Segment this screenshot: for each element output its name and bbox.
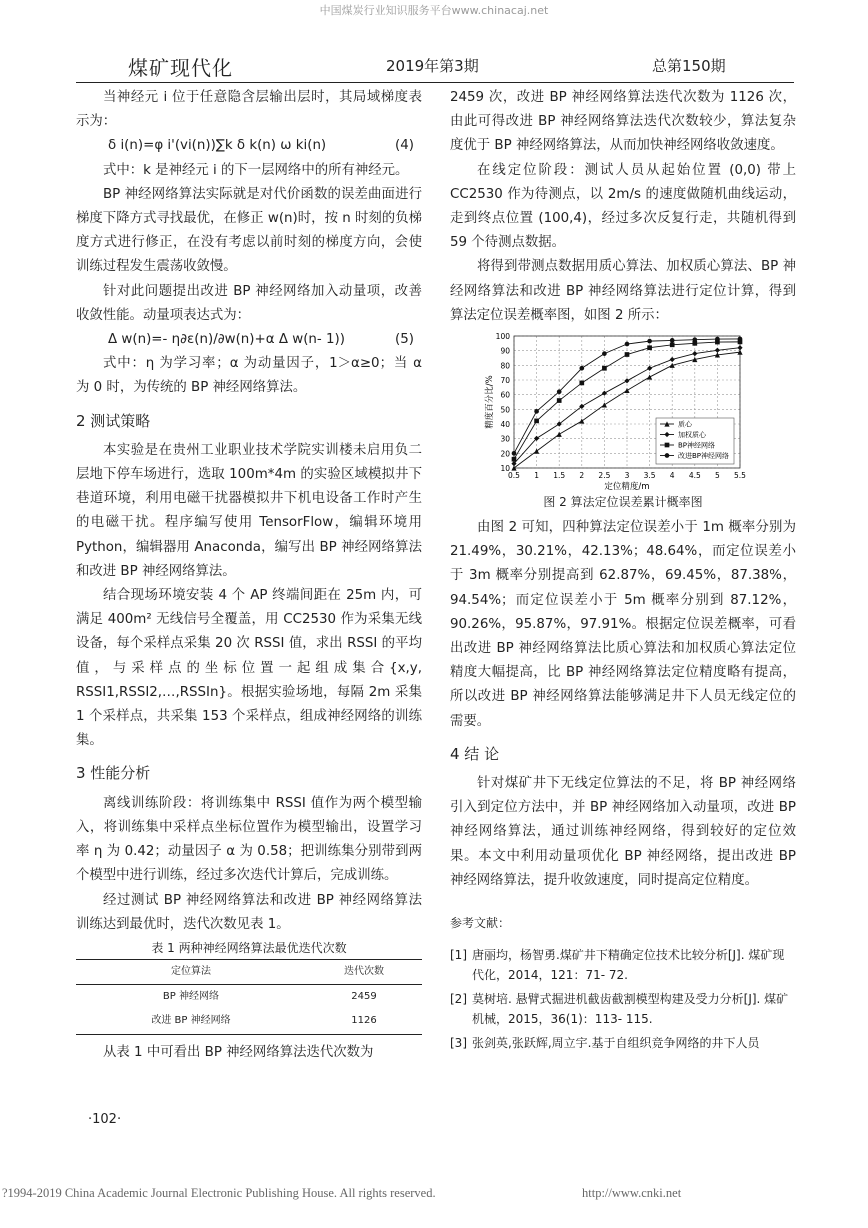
- reference-item: [450, 945, 796, 985]
- x-tick-label: 5: [715, 471, 720, 481]
- x-tick-label: 1.5: [553, 471, 566, 481]
- table-row: [76, 1009, 422, 1034]
- data-point-series-1: [602, 402, 607, 407]
- data-point-series-2: [602, 391, 607, 396]
- reference-text: 唐丽均，杨智勇.煤矿井下精确定位技术比较分析[J]. 煤矿现代化，2014，121：71- 72.: [472, 948, 785, 983]
- table-cell: 改进 BP 神经网络: [151, 1015, 231, 1027]
- y-axis-label: 精度百分比/%: [485, 375, 495, 429]
- page-number: ·102·: [88, 1112, 122, 1127]
- data-point-series-3: [670, 342, 675, 347]
- x-tick-label: 3.5: [643, 471, 656, 481]
- y-tick-label: 20: [500, 449, 510, 459]
- data-point-series-4: [647, 339, 652, 344]
- x-tick-label: 2: [579, 471, 585, 481]
- data-point-series-4: [512, 451, 517, 456]
- table-header-cell: 定位算法: [170, 965, 211, 977]
- x-tick-label: 5.5: [734, 471, 746, 481]
- figure-2-chart: [450, 332, 796, 490]
- data-point-series-2: [670, 357, 675, 362]
- paragraph: 式中：η 为学习率；α 为动量因子，1＞α≥0；当 α 为 0 时，为传统的 BP 神经网络算法。: [76, 356, 422, 396]
- data-point-series-3: [647, 345, 652, 350]
- data-point-series-1: [647, 374, 652, 379]
- data-point-series-4: [692, 337, 697, 342]
- data-point-series-3: [625, 352, 630, 357]
- left-column: [76, 86, 422, 1065]
- data-point-series-4: [670, 338, 675, 343]
- y-tick-label: 70: [500, 376, 510, 386]
- data-point-series-4: [715, 337, 720, 342]
- footer-copyright: ?1994-2019 China Academic Journal Electronic Publishing House. All rights reserved.: [2, 1186, 436, 1200]
- x-tick-label: 2.5: [598, 471, 611, 481]
- equation-4: [76, 134, 422, 158]
- legend-label: BP神经网络: [678, 441, 716, 450]
- journal-name: 煤矿现代化: [128, 56, 233, 80]
- reference-number: [3]: [450, 1036, 467, 1051]
- legend-marker: [665, 443, 670, 448]
- equation-body: Δ w(n)=- η∂ε(n)/∂w(n)+α Δ w(n- 1)): [108, 332, 345, 348]
- y-tick-label: 30: [500, 434, 510, 444]
- y-tick-label: 10: [500, 464, 510, 474]
- data-point-series-4: [602, 351, 607, 356]
- paragraph: 从表 1 中可看出 BP 神经网络算法迭代次数为: [103, 1044, 374, 1060]
- paragraph: 结合现场环境安装 4 个 AP 终端间距在 25m 内，可满足 400m² 无线信号全覆盖，用 CC2530 作为采集无线设备，每个采样点采集 20 次 RSSI 值，求出 RSSI 的平均值，与采样点的坐标位置一起组成集合{x,y, RSSI1,RSSI2,…,RSSIn}。根据实验场地，每隔 2m 采集 1 个采样点，共采集 153 个采样点，组成神经网络的训练集。: [76, 588, 422, 749]
- reference-number: [2]: [450, 992, 467, 1007]
- paragraph: 离线训练阶段：将训练集中 RSSI 值作为两个模型输入，将训练集中采样点坐标位置作为模型输出，设置学习率 η 为 0.42；动量因子 α 为 0.58；把训练集分别带到两个模型中进行训练，经过多次迭代计算后，完成训练。: [76, 795, 422, 884]
- data-point-series-3: [557, 398, 562, 403]
- paragraph: 当神经元 i 位于任意隐含层输出层时，其局域梯度表示为：: [76, 90, 422, 130]
- y-tick-label: 40: [500, 420, 510, 430]
- y-tick-label: 100: [495, 332, 510, 342]
- reference-item: [450, 1033, 796, 1053]
- y-tick-label: 80: [500, 361, 510, 371]
- chart-svg: [450, 332, 796, 490]
- iteration-table: [76, 959, 422, 1035]
- x-tick-label: 3: [624, 471, 630, 481]
- equation-number: (4): [395, 138, 414, 154]
- data-point-series-2: [737, 345, 742, 350]
- table-cell: BP 神经网络: [162, 991, 219, 1003]
- data-point-series-1: [557, 432, 562, 437]
- figure-caption: 图 2 算法定位误差累计概率图: [543, 495, 703, 510]
- paragraph: 将得到带测点数据用质心算法、加权质心算法、BP 神经网络算法和改进 BP 神经网络算法进行定位计算，得到算法定位误差概率图，如图 2 所示：: [450, 259, 796, 323]
- y-tick-label: 50: [500, 405, 510, 415]
- table-cell: 1126: [351, 1015, 377, 1027]
- paragraph: 针对煤矿井下无线定位算法的不足，将 BP 神经网络引入到定位方法中，并 BP 神经网络加入动量项，改进 BP 神经网络算法，通过训练神经网络，得到较好的定位效果。本文中利用动量项优化 BP 神经网络，提出改进 BP 神经网络算法，提升收敛速度，同时提高定位精度。: [450, 776, 796, 888]
- x-tick-label: 1: [534, 471, 539, 481]
- legend-marker: [665, 453, 670, 458]
- table-header-cell: 迭代次数: [343, 965, 384, 977]
- data-point-series-2: [715, 348, 720, 353]
- data-point-series-4: [625, 342, 630, 347]
- right-column: [450, 86, 796, 1057]
- table-cell: 2459: [351, 991, 377, 1003]
- data-point-series-3: [579, 381, 584, 386]
- paragraph: 2459 次，改进 BP 神经网络算法迭代次数为 1126 次，由此可得改进 BP 神经网络算法迭代次数较少，算法复杂度优于 BP 神经网络算法，从而加快神经网络收敛速度。: [450, 90, 796, 154]
- table-caption: 表 1 两种神经网络算法最优迭代次数: [151, 940, 347, 955]
- footer-url: http://www.cnki.net: [582, 1186, 682, 1200]
- legend-label: 质心: [678, 420, 692, 429]
- paragraph: 本实验是在贵州工业职业技术学院实训楼未启用负二层地下停车场进行，选取 100m*4m 的实验区域模拟井下巷道环境，利用电磁干扰器模拟井下机电设备工作时产生的电磁干扰。程序编写使用 TensorFlow，编辑环境用 Python，编辑器用 Anaconda，编写出 BP 神经网络算法和改进 BP 神经网络算法。: [76, 442, 422, 579]
- paragraph: 针对此问题提出改进 BP 神经网络加入动量项，改善收敛性能。动量项表达式为：: [76, 283, 422, 323]
- data-point-series-3: [512, 457, 517, 462]
- table-row: [76, 985, 422, 1010]
- data-point-series-4: [738, 337, 743, 342]
- reference-number: [1]: [450, 948, 467, 963]
- reference-text: 张剑英,张跃辉,周立宇.基于自组织竞争网络的井下人员: [472, 1036, 760, 1051]
- paragraph: BP 神经网络算法实际就是对代价函数的误差曲面进行梯度下降方式寻找最优，在修正 w(n)时，按 n 时刻的负梯度方式进行修正，在没有考虑以前时刻的梯度方向，会使训练过程发生震荡收敛慢。: [76, 186, 422, 275]
- y-tick-label: 60: [500, 390, 510, 400]
- data-point-series-3: [534, 419, 539, 424]
- x-axis-label: 定位精度/m: [604, 482, 650, 491]
- data-point-series-3: [602, 366, 607, 371]
- data-point-series-4: [579, 366, 584, 371]
- equation-number: (5): [395, 332, 414, 348]
- data-point-series-1: [624, 388, 629, 393]
- y-tick-label: 90: [500, 346, 510, 356]
- equation-body: δ i(n)=φ i'(vi(n))∑k δ k(n) ω ki(n): [108, 138, 327, 154]
- x-tick-label: 4.5: [688, 471, 701, 481]
- section-heading: 3 性能分析: [76, 764, 151, 783]
- total-issue-label: 总第150期: [652, 57, 726, 75]
- paragraph: 在线定位阶段：测试人员从起始位置 (0,0) 带上 CC2530 作为待测点，以 2m/s 的速度做随机曲线运动，走到终点位置 (100,4)，经过多次反复行走，共随机得到 59 个待测点数据。: [450, 162, 796, 251]
- header-rule: [76, 82, 794, 83]
- data-point-series-2: [647, 366, 652, 371]
- watermark: 中国煤炭行业知识服务平台www.chinacaj.net: [319, 4, 549, 17]
- references-title: 参考文献：: [450, 916, 511, 931]
- data-point-series-2: [692, 351, 697, 356]
- equation-5: [76, 328, 422, 352]
- legend-label: 改进BP神经网络: [678, 452, 730, 461]
- paragraph: 式中：k 是神经元 i 的下一层网络中的所有神经元。: [103, 162, 409, 178]
- x-tick-label: 4: [669, 471, 675, 481]
- legend-label: 加权质心: [678, 431, 706, 440]
- reference-text: 莫树培. 悬臂式掘进机截齿截割模型构建及受力分析[J]. 煤矿机械，2015，36(1)：113- 115.: [472, 992, 789, 1027]
- reference-item: [450, 989, 796, 1029]
- issue-label: 2019年第3期: [386, 57, 479, 75]
- x-tick-label: 0.5: [508, 471, 520, 481]
- paragraph: 经过测试 BP 神经网络算法和改进 BP 神经网络算法训练达到最优时，迭代次数见表 1。: [76, 892, 422, 932]
- data-point-series-4: [557, 389, 562, 394]
- section-heading: 2 测试策略: [76, 411, 151, 430]
- table-header-row: [76, 959, 422, 984]
- data-point-series-2: [624, 378, 629, 383]
- data-point-series-4: [534, 409, 539, 414]
- paragraph: 由图 2 可知，四种算法定位误差小于 1m 概率分别为 21.49%，30.21%，42.13%；48.64%，而定位误差小于 3m 概率分别提高到 62.87%，69.45%，87.38%，94.54%；而定位误差小于 5m 概率分别到 87.12%，90.26%，95.87%，97.91%。根据定位误差概率，可看出改进 BP 神经网络算法比质心算法和加权质心算法定位精度大幅提高，比 BP 神经网络算法定位精度略有提高，所以改进 BP 神经网络算法能够满足井下人员无线定位的需要。: [450, 520, 796, 729]
- section-heading: 4 结 论: [450, 744, 500, 763]
